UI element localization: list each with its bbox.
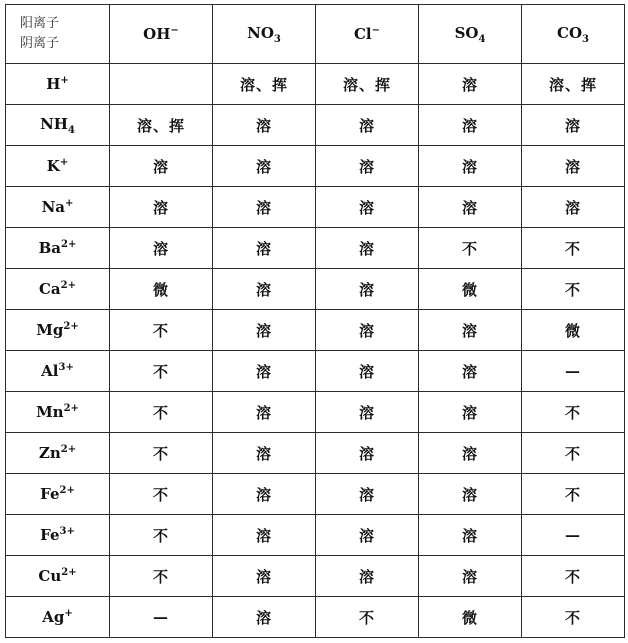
solubility-cell: 不 <box>522 474 625 515</box>
solubility-cell: 溶、挥 <box>213 64 316 105</box>
cation-superscript: + <box>60 75 69 86</box>
anion-header <box>316 5 419 64</box>
solubility-cell: 不 <box>522 597 625 638</box>
solubility-cell: 不 <box>110 515 213 556</box>
solubility-cell: 不 <box>110 433 213 474</box>
solubility-cell: 溶 <box>213 269 316 310</box>
solubility-cell: 不 <box>110 351 213 392</box>
solubility-cell: 溶 <box>419 556 522 597</box>
cation-header <box>6 351 110 392</box>
solubility-cell: 不 <box>522 556 625 597</box>
cation-header <box>6 146 110 187</box>
solubility-cell: 溶 <box>419 433 522 474</box>
solubility-cell: 溶 <box>213 146 316 187</box>
anion-subscript: 4 <box>478 33 486 45</box>
solubility-cell: 溶 <box>316 310 419 351</box>
cation-header <box>6 310 110 351</box>
solubility-cell: 溶 <box>419 310 522 351</box>
solubility-cell: 不 <box>522 392 625 433</box>
solubility-cell: 溶、挥 <box>522 64 625 105</box>
cation-base: Ca <box>38 280 61 298</box>
table-body <box>6 5 625 638</box>
solubility-cell: 溶、挥 <box>316 64 419 105</box>
solubility-cell: 溶 <box>419 64 522 105</box>
anion-base: CO <box>557 23 583 42</box>
solubility-table <box>5 4 625 638</box>
solubility-cell: 溶 <box>316 392 419 433</box>
table-row <box>6 351 625 392</box>
cation-base: K <box>46 157 60 175</box>
anion-superscript: − <box>170 25 179 36</box>
solubility-cell: 溶 <box>213 515 316 556</box>
solubility-cell: 微 <box>110 269 213 310</box>
cation-base: Mg <box>36 321 64 339</box>
solubility-cell: 溶 <box>522 105 625 146</box>
cation-superscript: 2+ <box>60 444 77 455</box>
solubility-cell: 不 <box>110 310 213 351</box>
solubility-cell: 溶 <box>316 433 419 474</box>
solubility-cell: 溶 <box>213 392 316 433</box>
table-row <box>6 228 625 269</box>
solubility-cell: 溶 <box>419 351 522 392</box>
solubility-cell: 溶 <box>213 187 316 228</box>
cation-header <box>6 556 110 597</box>
cation-superscript: + <box>65 198 74 209</box>
table-row <box>6 310 625 351</box>
solubility-cell: 溶 <box>522 146 625 187</box>
solubility-cell: — <box>522 351 625 392</box>
solubility-cell: 不 <box>419 228 522 269</box>
solubility-cell: 溶 <box>213 433 316 474</box>
solubility-cell: 溶 <box>522 187 625 228</box>
cation-base: Al <box>41 362 59 380</box>
solubility-cell: 微 <box>419 597 522 638</box>
corner-label-cation: 阳离子 <box>20 16 60 31</box>
solubility-table-container <box>5 4 624 638</box>
cation-header <box>6 433 110 474</box>
cation-base: Ag <box>42 608 65 626</box>
table-row <box>6 146 625 187</box>
corner-cell <box>6 5 110 64</box>
solubility-cell: 溶 <box>110 228 213 269</box>
anion-header <box>419 5 522 64</box>
cation-base: Zn <box>38 444 61 462</box>
table-row <box>6 433 625 474</box>
solubility-cell: 溶 <box>316 105 419 146</box>
cation-base: Cu <box>38 567 62 585</box>
anion-subscript: 3 <box>273 33 281 45</box>
solubility-cell: 溶 <box>316 515 419 556</box>
solubility-cell: 溶 <box>419 474 522 515</box>
table-row <box>6 556 625 597</box>
solubility-cell: 溶 <box>316 556 419 597</box>
table-row <box>6 392 625 433</box>
anion-header <box>522 5 625 64</box>
solubility-cell: 溶 <box>419 105 522 146</box>
anion-base: OH <box>143 25 171 43</box>
corner-label-anion: 阴离子 <box>20 36 60 51</box>
table-row <box>6 64 625 105</box>
solubility-cell: 不 <box>110 556 213 597</box>
solubility-cell: 溶 <box>213 597 316 638</box>
solubility-cell: 不 <box>316 597 419 638</box>
solubility-cell: 溶 <box>213 310 316 351</box>
solubility-cell: 溶 <box>419 392 522 433</box>
anion-subscript: 3 <box>582 33 589 45</box>
cation-superscript: 2+ <box>59 485 75 496</box>
cation-base: Fe <box>40 485 60 503</box>
solubility-cell: 溶 <box>213 228 316 269</box>
solubility-cell: 溶 <box>213 556 316 597</box>
table-row <box>6 597 625 638</box>
solubility-cell: 微 <box>419 269 522 310</box>
cation-superscript: + <box>64 608 73 619</box>
solubility-cell: 不 <box>110 474 213 515</box>
solubility-cell <box>110 64 213 105</box>
cation-base: Fe <box>40 526 60 544</box>
cation-base: H <box>46 75 61 93</box>
table-row <box>6 474 625 515</box>
cation-header <box>6 64 110 105</box>
cation-superscript: 3+ <box>58 362 74 373</box>
solubility-cell: — <box>110 597 213 638</box>
solubility-cell: 不 <box>522 269 625 310</box>
table-row <box>6 269 625 310</box>
solubility-cell: 溶 <box>419 515 522 556</box>
solubility-cell: 不 <box>522 433 625 474</box>
solubility-cell: 溶 <box>110 187 213 228</box>
anion-base: Cl <box>353 25 372 43</box>
solubility-cell: 不 <box>110 392 213 433</box>
cation-superscript: 2+ <box>60 280 76 291</box>
anion-header <box>213 5 316 64</box>
anion-base: SO <box>454 23 479 42</box>
cation-header <box>6 597 110 638</box>
cation-superscript: 2+ <box>61 567 77 578</box>
solubility-cell: 溶 <box>316 187 419 228</box>
cation-superscript: 2+ <box>63 321 79 332</box>
cation-base: NH <box>40 114 68 133</box>
solubility-cell: 溶 <box>419 187 522 228</box>
cation-base: Mn <box>36 403 64 421</box>
cation-base: Na <box>41 198 66 216</box>
solubility-cell: 溶 <box>213 105 316 146</box>
table-row <box>6 515 625 556</box>
cation-header <box>6 392 110 433</box>
solubility-cell: 溶 <box>110 146 213 187</box>
header-row <box>6 5 625 64</box>
solubility-cell: 溶 <box>316 351 419 392</box>
cation-header <box>6 515 110 556</box>
cation-superscript: 3+ <box>59 526 75 537</box>
anion-header <box>110 5 213 64</box>
solubility-cell: 溶 <box>316 474 419 515</box>
solubility-cell: 不 <box>522 228 625 269</box>
cation-header <box>6 187 110 228</box>
solubility-cell: 溶 <box>316 269 419 310</box>
cation-superscript: 2+ <box>63 403 79 414</box>
solubility-cell: 溶 <box>316 228 419 269</box>
table-row <box>6 105 625 146</box>
solubility-cell: 溶、挥 <box>110 105 213 146</box>
solubility-cell: 溶 <box>213 474 316 515</box>
cation-header <box>6 105 110 146</box>
table-row <box>6 187 625 228</box>
cation-header <box>6 269 110 310</box>
anion-superscript: − <box>371 25 381 36</box>
solubility-cell: 溶 <box>316 146 419 187</box>
solubility-cell: 微 <box>522 310 625 351</box>
cation-base: Ba <box>38 239 62 257</box>
cation-superscript: + <box>59 157 69 168</box>
solubility-cell: 溶 <box>419 146 522 187</box>
cation-header <box>6 474 110 515</box>
cation-header <box>6 228 110 269</box>
cation-subscript: 4 <box>67 124 75 136</box>
solubility-cell: 溶 <box>213 351 316 392</box>
solubility-cell: — <box>522 515 625 556</box>
cation-superscript: 2+ <box>61 239 77 250</box>
anion-base: NO <box>247 23 274 42</box>
